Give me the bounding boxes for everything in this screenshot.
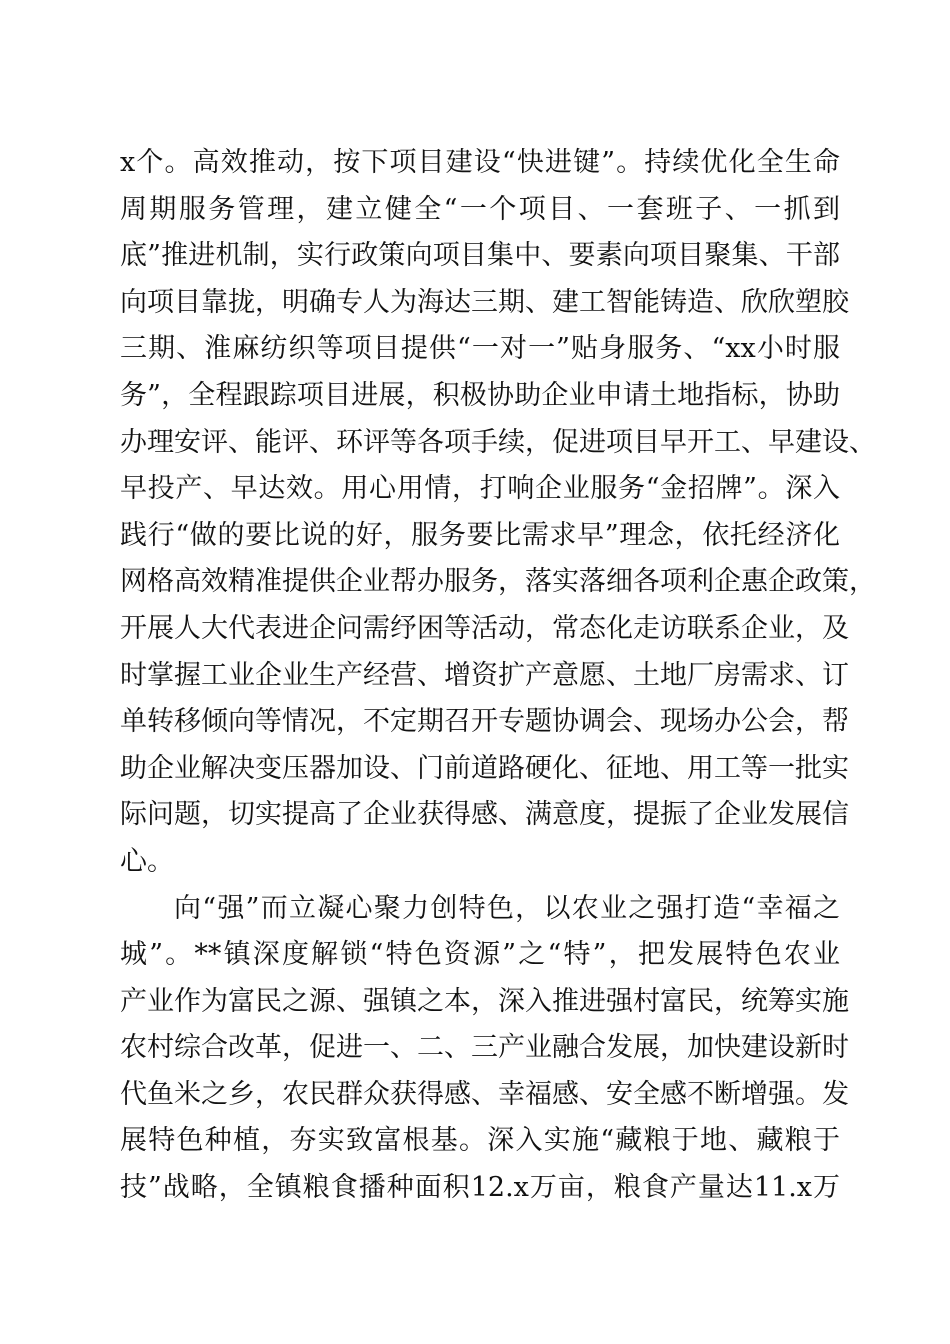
body-text (120, 140, 876, 1212)
text-line: 单转移倾向等情况，不定期召开专题协调会、现场办公会，帮 (120, 706, 849, 738)
text-line: 三期、淮麻纺织等项目提供“一对一”贴身服务、“xx小时服 (120, 333, 840, 365)
text-line: 际问题，切实提高了企业获得感、满意度，提振了企业发展信 (120, 799, 849, 831)
text-line: 开展人大代表进企问需纾困等活动，常态化走访联系企业，及 (120, 612, 849, 644)
text-line: 早投产、早达效。用心用情，打响企业服务“金招牌”。深入 (120, 473, 840, 505)
paragraph-first-line: 向“强”而立凝心聚力创特色，以农业之强打造“幸福之 (174, 892, 840, 924)
text-line: 城”。**镇深度解锁“特色资源”之“特”，把发展特色农业 (120, 939, 840, 971)
text-line: 践行“做的要比说的好，服务要比需求早”理念，依托经济化 (120, 519, 840, 551)
text-line: 务”，全程跟踪项目进展，积极协助企业申请土地指标，协助 (120, 379, 840, 411)
text-line: 技”战略，全镇粮食播种面积12.x万亩，粮食产量达11.x万 (120, 1172, 840, 1204)
text-line: 时掌握工业企业生产经营、增资扩产意愿、土地厂房需求、订 (120, 659, 849, 691)
text-line: 办理安评、能评、环评等各项手续，促进项目早开工、早建设、 (120, 426, 876, 458)
text-line: 周期服务管理，建立健全“一个项目、一套班子、一抓到 (120, 193, 840, 225)
text-line: 底”推进机制，实行政策向项目集中、要素向项目聚集、干部 (120, 240, 840, 272)
text-line: 代鱼米之乡，农民群众获得感、幸福感、安全感不断增强。发 (120, 1078, 849, 1110)
text-line: 网格高效精准提供企业帮办服务，落实落细各项利企惠企政策， (120, 566, 876, 598)
text-line: x个。高效推动，按下项目建设“快进键”。持续优化全生命 (120, 147, 840, 178)
text-line: 向项目靠拢，明确专人为海达三期、建工智能铸造、欣欣塑胶 (120, 286, 849, 318)
text-line: 展特色种植，夯实致富根基。深入实施“藏粮于地、藏粮于 (120, 1125, 840, 1157)
text-line: 助企业解决变压器加设、门前道路硬化、征地、用工等一批实 (120, 752, 849, 784)
text-line: 农村综合改革，促进一、二、三产业融合发展，加快建设新时 (120, 1032, 849, 1064)
text-line: 心。 (120, 845, 174, 877)
text-line: 产业作为富民之源、强镇之本，深入推进强村富民，统筹实施 (120, 985, 849, 1017)
